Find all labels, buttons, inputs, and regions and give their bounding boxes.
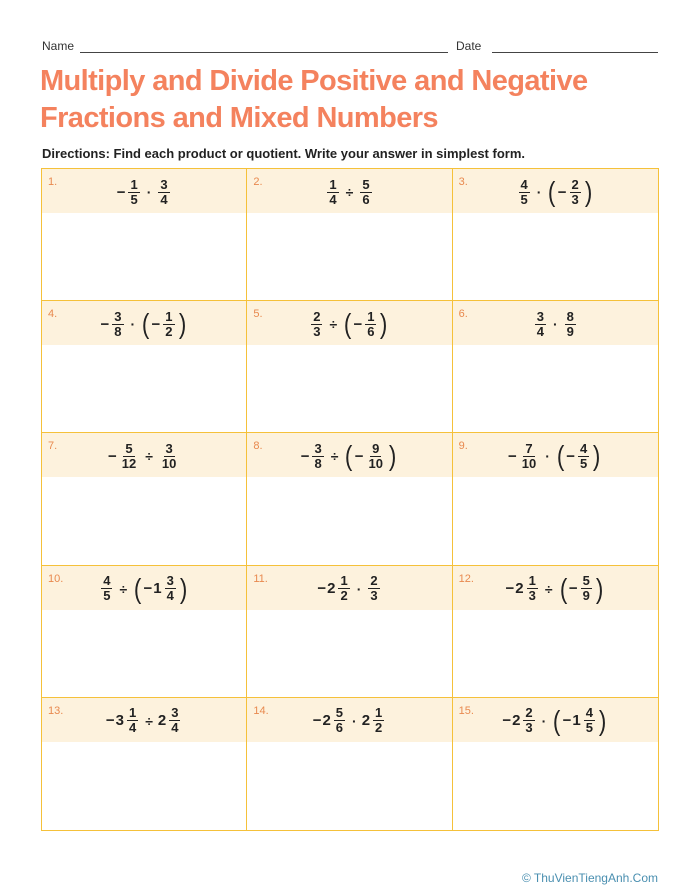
whole-number: 2 [515, 580, 524, 598]
denominator: 2 [165, 323, 173, 339]
negative-sign: − [354, 447, 364, 465]
denominator: 3 [528, 588, 536, 604]
numerator: 4 [580, 440, 588, 456]
left-paren: ( [344, 308, 352, 340]
denominator: 4 [536, 323, 544, 339]
problem-expression [42, 438, 246, 474]
problem-number: 7. [48, 440, 58, 453]
problem-expression [453, 306, 658, 342]
problem-number: 13. [48, 704, 64, 717]
fraction [101, 574, 112, 603]
left-paren: ( [553, 704, 561, 736]
problem-cell[interactable] [247, 698, 452, 830]
right-paren: ) [595, 572, 604, 604]
problem-number: 8. [253, 440, 263, 453]
numerator: 5 [335, 705, 344, 721]
fraction [584, 706, 595, 735]
denominator: 5 [585, 720, 593, 736]
problem-expression [247, 438, 451, 474]
problem-number: 10. [48, 572, 64, 585]
multiply-sign: · [552, 316, 558, 333]
denominator: 3 [370, 588, 378, 604]
fraction [165, 574, 176, 603]
problem-cell[interactable] [42, 566, 247, 698]
denominator: 8 [314, 455, 322, 471]
problem-cell[interactable] [247, 169, 452, 301]
date-field[interactable] [492, 52, 658, 53]
problem-number: 5. [253, 308, 263, 321]
problem-cell[interactable] [453, 566, 658, 698]
left-paren: ( [559, 572, 567, 604]
term [301, 442, 326, 471]
left-paren: ( [345, 440, 353, 472]
numerator: 3 [160, 176, 168, 192]
problem-number: 1. [48, 176, 58, 188]
numerator: 3 [536, 308, 544, 324]
problem-cell[interactable] [42, 698, 247, 830]
fraction [565, 310, 576, 339]
multiply-sign: · [545, 448, 550, 465]
left-paren: ( [548, 176, 556, 207]
denominator: 4 [166, 588, 174, 604]
denominator: 3 [571, 191, 579, 207]
term [317, 574, 351, 603]
right-paren: ) [388, 440, 397, 472]
denominator: 6 [367, 323, 375, 339]
negative-sign: − [502, 712, 512, 730]
negative-sign: − [151, 315, 161, 333]
numerator: 5 [582, 573, 590, 589]
term [158, 442, 180, 471]
name-date-row [42, 39, 658, 57]
denominator: 2 [340, 588, 348, 604]
denominator: 8 [114, 323, 122, 339]
term [366, 574, 381, 603]
term [362, 706, 387, 735]
term [117, 178, 142, 207]
denominator: 4 [160, 191, 168, 207]
multiply-sign: · [146, 184, 152, 200]
numerator: 3 [114, 308, 122, 324]
whole-number: 3 [115, 712, 124, 730]
negative-sign: − [317, 580, 327, 598]
multiply-sign: · [356, 580, 362, 597]
denominator: 10 [368, 455, 383, 471]
term [106, 706, 140, 735]
numerator: 3 [171, 705, 179, 721]
denominator: 5 [520, 191, 528, 207]
problem-number: 4. [48, 308, 58, 321]
multiply-sign: · [536, 184, 542, 200]
term [313, 706, 347, 735]
numerator: 8 [566, 308, 574, 324]
term [309, 310, 324, 339]
negative-sign: − [300, 447, 310, 465]
problem-expression [453, 438, 658, 474]
problem-expression [453, 174, 658, 210]
term [343, 442, 398, 471]
term [555, 442, 603, 471]
fraction [373, 706, 384, 735]
problem-expression [247, 306, 451, 342]
problem-expression [42, 174, 246, 210]
right-paren: ) [584, 176, 593, 207]
fraction [581, 574, 592, 603]
divide-sign: ÷ [544, 580, 553, 597]
numerator: 1 [367, 308, 375, 324]
problem-number: 2. [253, 176, 263, 188]
negative-sign: − [557, 183, 567, 201]
denominator: 12 [121, 455, 137, 471]
divide-sign: ÷ [119, 580, 128, 597]
title-line-2: Fractions and Mixed Numbers [40, 102, 438, 134]
denominator: 3 [525, 720, 533, 736]
negative-sign: − [143, 580, 153, 598]
fraction [535, 310, 546, 339]
problem-cell[interactable] [453, 301, 658, 433]
fraction [338, 574, 349, 603]
negative-sign: − [105, 712, 115, 730]
negative-sign: − [312, 712, 322, 730]
numerator: 4 [520, 176, 528, 192]
name-field[interactable] [80, 52, 448, 53]
problem-cell[interactable] [247, 566, 452, 698]
right-paren: ) [598, 704, 607, 736]
worksheet-title [40, 63, 660, 137]
denominator: 10 [521, 455, 537, 471]
whole-number: 2 [322, 712, 331, 730]
fraction [158, 178, 169, 207]
fraction [520, 442, 538, 471]
fraction [312, 442, 323, 471]
problem-cell[interactable] [453, 698, 658, 830]
numerator: 1 [165, 308, 173, 324]
denominator: 4 [329, 191, 337, 207]
fraction [327, 178, 338, 207]
term [508, 442, 540, 471]
fraction [578, 442, 589, 471]
negative-sign: − [562, 712, 572, 730]
fraction [128, 178, 139, 207]
numerator: 1 [340, 573, 348, 589]
term [563, 310, 578, 339]
numerator: 5 [362, 176, 370, 192]
denominator: 2 [375, 720, 383, 736]
whole-number: 1 [153, 580, 162, 598]
whole-number: 2 [361, 712, 371, 730]
negative-sign: − [505, 580, 515, 598]
term [358, 178, 373, 207]
term [99, 574, 114, 603]
denominator: 5 [580, 455, 588, 471]
negative-sign: − [508, 447, 517, 465]
problem-number: 9. [458, 440, 468, 453]
term [156, 178, 171, 207]
fraction [160, 442, 178, 471]
term [325, 178, 340, 207]
numerator: 2 [571, 176, 579, 192]
numerator: 4 [585, 705, 593, 721]
problem-cell[interactable] [42, 301, 247, 433]
problem-expression [453, 703, 658, 739]
denominator: 3 [313, 323, 321, 339]
denominator: 9 [582, 588, 590, 604]
numerator: 1 [528, 573, 536, 589]
divide-sign: ÷ [330, 448, 339, 465]
problem-expression [42, 703, 246, 739]
whole-number: 2 [157, 712, 167, 730]
problem-expression [453, 571, 658, 607]
whole-number: 1 [572, 712, 581, 730]
footer-copyright: © ThuVienTiengAnh.Com [521, 871, 658, 885]
problem-cell[interactable] [42, 169, 247, 301]
numerator: 3 [314, 440, 322, 456]
numerator: 3 [165, 440, 173, 456]
term [533, 310, 548, 339]
problem-number: 3. [458, 176, 468, 188]
problem-expression [247, 571, 451, 607]
problem-cell[interactable] [42, 433, 247, 565]
date-label: Date [456, 39, 482, 53]
numerator: 1 [375, 705, 383, 721]
right-paren: ) [179, 572, 188, 604]
denominator: 10 [161, 455, 177, 471]
title-line-1: Multiply and Divide Positive and Negative [40, 65, 588, 97]
numerator: 9 [372, 440, 380, 456]
term [342, 310, 390, 339]
term [140, 310, 188, 339]
term [546, 178, 594, 207]
fraction [523, 706, 534, 735]
term [101, 310, 126, 339]
multiply-sign: · [541, 712, 547, 729]
left-paren: ( [142, 308, 150, 340]
problem-expression [42, 571, 246, 607]
term [502, 706, 536, 735]
denominator: 5 [130, 191, 138, 207]
fraction [366, 442, 384, 471]
name-label: Name [42, 39, 75, 53]
problem-cell[interactable] [453, 169, 658, 301]
divide-sign: ÷ [145, 712, 153, 729]
whole-number: 2 [512, 712, 521, 730]
numerator: 1 [329, 176, 337, 192]
fraction [311, 310, 322, 339]
term [158, 706, 183, 735]
negative-sign: − [100, 315, 110, 333]
term [108, 442, 140, 471]
right-paren: ) [178, 308, 186, 340]
fraction [368, 574, 379, 603]
problem-grid [41, 168, 659, 831]
fraction [527, 574, 538, 603]
term [132, 574, 189, 603]
negative-sign: − [353, 315, 363, 333]
fraction [127, 706, 138, 735]
left-paren: ( [556, 440, 565, 472]
numerator: 5 [125, 440, 133, 456]
numerator: 2 [313, 308, 321, 324]
problem-number: 6. [458, 308, 468, 321]
problem-cell[interactable] [247, 301, 452, 433]
term [558, 574, 606, 603]
fraction [570, 178, 581, 207]
numerator: 2 [370, 573, 378, 589]
problem-expression [247, 174, 451, 210]
numerator: 1 [128, 705, 137, 721]
right-paren: ) [593, 440, 601, 472]
fraction [365, 310, 376, 339]
negative-sign: − [566, 447, 576, 465]
denominator: 4 [128, 720, 137, 736]
negative-sign: − [116, 183, 126, 201]
fraction [169, 706, 180, 735]
fraction [163, 310, 174, 339]
numerator: 7 [525, 440, 533, 456]
numerator: 4 [103, 573, 111, 589]
whole-number: 2 [327, 580, 336, 598]
numerator: 1 [130, 176, 138, 192]
fraction [519, 178, 530, 207]
term [551, 706, 608, 735]
problem-number: 12. [458, 572, 474, 585]
numerator: 2 [525, 705, 533, 721]
denominator: 5 [103, 588, 111, 604]
term [517, 178, 532, 207]
left-paren: ( [134, 572, 142, 604]
right-paren: ) [380, 308, 388, 340]
problem-expression [42, 306, 246, 342]
multiply-sign: · [130, 316, 136, 333]
term [505, 574, 539, 603]
fraction [112, 310, 123, 339]
problem-number: 11. [253, 572, 268, 585]
problem-number: 15. [458, 704, 474, 717]
problem-cell[interactable] [247, 433, 452, 565]
divide-sign: ÷ [345, 184, 354, 200]
negative-sign: − [568, 580, 578, 598]
directions-text: Directions: Find each product or quotient. Write your answer in simplest form. [42, 146, 525, 161]
divide-sign: ÷ [145, 448, 153, 465]
multiply-sign: · [352, 712, 357, 729]
problem-number: 14. [253, 704, 269, 717]
denominator: 4 [171, 720, 179, 736]
problem-cell[interactable] [453, 433, 658, 565]
divide-sign: ÷ [329, 316, 338, 333]
problem-expression [247, 703, 451, 739]
fraction [360, 178, 371, 207]
fraction [120, 442, 138, 471]
denominator: 6 [362, 191, 370, 207]
fraction [334, 706, 345, 735]
denominator: 6 [335, 720, 344, 736]
denominator: 9 [566, 323, 574, 339]
negative-sign: − [107, 447, 117, 465]
numerator: 3 [166, 573, 174, 589]
